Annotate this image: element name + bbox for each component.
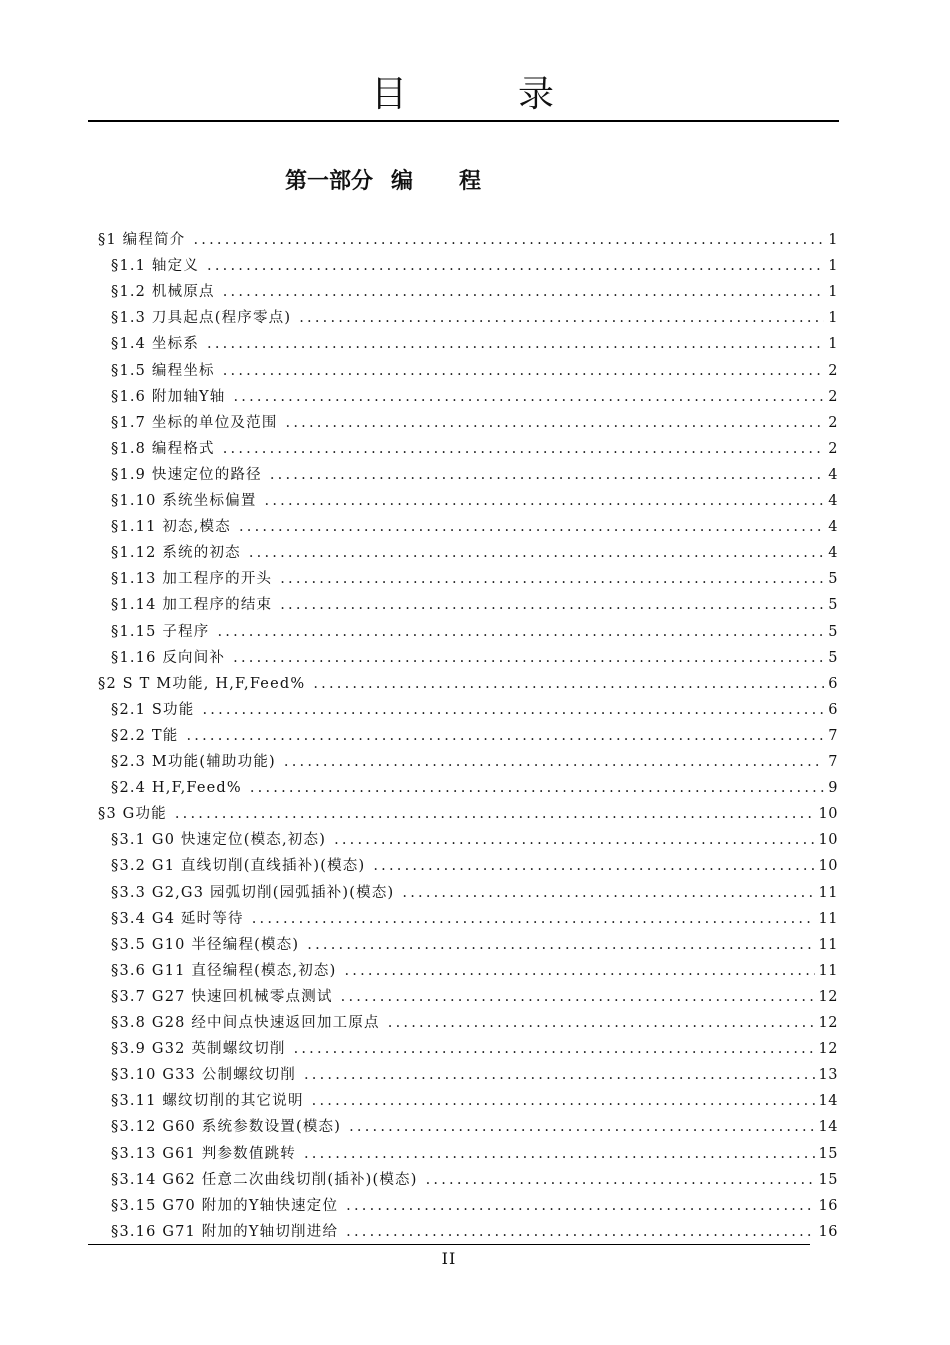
toc-entry-title: §3.12 G60 系统参数设置(模态) — [111, 1119, 342, 1136]
toc-entry[interactable] — [111, 1010, 838, 1036]
toc-leader-dots — [265, 488, 825, 514]
toc-entry-page: 10 — [818, 832, 838, 849]
part-heading — [0, 165, 766, 199]
toc-entry-title: §2.1 S功能 — [111, 701, 195, 718]
toc-leader-dots — [304, 1141, 815, 1167]
toc-leader-dots — [270, 462, 824, 488]
toc-entry-title: §1 编程简介 — [98, 232, 186, 248]
toc-entry[interactable] — [111, 880, 838, 906]
toc-entry[interactable] — [111, 358, 838, 384]
toc-entry[interactable] — [111, 932, 838, 958]
toc-entry-page: 6 — [828, 675, 838, 692]
toc-entry-page: 12 — [818, 988, 838, 1005]
toc-entry-title: §3.9 G32 英制螺纹切削 — [111, 1041, 286, 1058]
toc-entry-title: §1.8 编程格式 — [111, 440, 215, 457]
toc-entry[interactable] — [111, 1141, 838, 1167]
toc-entry[interactable] — [111, 827, 838, 853]
toc-entry[interactable] — [111, 619, 838, 645]
toc-entry[interactable] — [111, 540, 838, 566]
toc-entry-page: 12 — [818, 1015, 838, 1031]
toc-entry-page: 15 — [818, 1145, 838, 1162]
toc-entry-title: §1.11 初态,模态 — [111, 519, 231, 536]
toc-leader-dots — [217, 619, 824, 645]
toc-entry[interactable] — [111, 645, 838, 671]
toc-entry-title: §1.6 附加轴Y轴 — [111, 388, 226, 405]
toc-entry-page: 11 — [818, 936, 838, 953]
toc-entry-page: 9 — [828, 780, 838, 797]
footer-rule — [88, 1244, 810, 1245]
toc-entry-title: §1.16 反向间补 — [111, 649, 226, 666]
toc-entry[interactable] — [111, 1088, 838, 1114]
toc-entry-page: 1 — [828, 310, 838, 327]
toc-entry[interactable] — [111, 723, 838, 749]
toc-leader-dots — [284, 749, 824, 775]
toc-entry[interactable] — [111, 384, 838, 410]
toc-entry-page: 16 — [818, 1197, 838, 1214]
toc-entry-page: 14 — [818, 1093, 838, 1110]
toc-entry-title: §3 G功能 — [98, 806, 167, 823]
toc-entry-page: 2 — [828, 440, 838, 457]
toc-entry-page: 16 — [818, 1223, 838, 1240]
toc-entry[interactable] — [111, 984, 838, 1010]
toc-entry-title: §1.12 系统的初态 — [111, 545, 241, 562]
toc-entry-page: 1 — [828, 258, 838, 275]
toc-entry-page: 6 — [828, 701, 838, 718]
toc-entry[interactable] — [111, 906, 838, 932]
toc-leader-dots — [286, 410, 825, 436]
toc-entry-page: 7 — [828, 754, 838, 770]
toc-leader-dots — [239, 514, 824, 540]
toc-entry-title: §1.13 加工程序的开头 — [111, 571, 273, 588]
toc-entry[interactable] — [111, 697, 838, 723]
toc-entry-page: 5 — [828, 597, 838, 614]
toc-leader-dots — [388, 1010, 815, 1036]
toc-entry[interactable] — [111, 488, 838, 514]
toc-entry-page: 12 — [818, 1041, 838, 1058]
toc-entry-title: §3.5 G10 半径编程(模态) — [111, 936, 300, 953]
toc-leader-dots — [223, 436, 825, 462]
toc-entry[interactable] — [98, 227, 838, 253]
toc-entry-title: §1.15 子程序 — [111, 623, 210, 640]
toc-entry-page: 7 — [828, 727, 838, 744]
toc-leader-dots — [307, 932, 814, 958]
toc-leader-dots — [207, 331, 824, 357]
toc-entry[interactable] — [111, 410, 838, 436]
toc-entry-title: §2.4 H,F,Feed% — [111, 780, 242, 797]
toc-entry-title: §1.2 机械原点 — [111, 284, 215, 301]
toc-entry-page: 11 — [818, 962, 838, 979]
toc-entry-page: 11 — [818, 910, 838, 927]
title-char-left: 目 — [370, 74, 408, 115]
toc-entry-page: 1 — [828, 284, 838, 301]
toc-leader-dots — [223, 279, 825, 305]
toc-entry-title: §1.14 加工程序的结束 — [111, 597, 273, 614]
toc-entry-page: 1 — [828, 336, 838, 353]
toc-entry-page: 5 — [828, 649, 838, 666]
toc-leader-dots — [223, 358, 825, 384]
title-underline — [88, 120, 839, 122]
toc-entry-title: §3.16 G71 附加的Y轴切削进给 — [111, 1223, 339, 1240]
toc-entry-page: 1 — [828, 232, 838, 248]
toc-entry-title: §3.4 G4 延时等待 — [111, 910, 244, 927]
toc-leader-dots — [252, 906, 815, 932]
toc-entry[interactable] — [98, 801, 838, 827]
toc-entry[interactable] — [111, 592, 838, 618]
toc-entry-title: §3.7 G27 快速回机械零点测试 — [111, 988, 333, 1005]
toc-leader-dots — [426, 1167, 815, 1193]
toc-entry[interactable] — [111, 1193, 838, 1219]
toc-leader-dots — [334, 827, 814, 853]
toc-entry[interactable] — [111, 566, 838, 592]
toc-entry[interactable] — [111, 436, 838, 462]
toc-entry-title: §1.4 坐标系 — [111, 336, 200, 353]
toc-entry-page: 5 — [828, 571, 838, 588]
toc-entry-page: 10 — [818, 806, 838, 823]
toc-leader-dots — [312, 1088, 815, 1114]
toc-entry-page: 15 — [818, 1171, 838, 1188]
toc-entry[interactable] — [98, 671, 838, 697]
toc-leader-dots — [341, 984, 815, 1010]
toc-leader-dots — [249, 540, 824, 566]
toc-entry-title: §3.8 G28 经中间点快速返回加工原点 — [111, 1015, 380, 1031]
page-title — [88, 70, 838, 120]
toc-leader-dots — [280, 592, 824, 618]
toc-entry-title: §1.7 坐标的单位及范围 — [111, 414, 278, 431]
toc-entry-page: 4 — [828, 519, 838, 536]
toc-entry[interactable] — [111, 253, 838, 279]
toc-leader-dots — [234, 384, 825, 410]
toc-entry-title: §2 S T M功能, H,F,Feed% — [98, 675, 306, 692]
toc-entry-title: §1.10 系统坐标偏置 — [111, 493, 257, 509]
toc-leader-dots — [313, 671, 824, 697]
toc-entry-page: 11 — [818, 884, 838, 901]
toc-leader-dots — [280, 566, 824, 592]
toc-entry-title: §1.9 快速定位的路径 — [111, 466, 262, 483]
toc-entry-page: 10 — [818, 858, 838, 875]
toc-leader-dots — [346, 1193, 814, 1219]
toc-entry-title: §1.1 轴定义 — [111, 258, 200, 275]
toc-leader-dots — [193, 227, 824, 253]
toc-entry-title: §1.5 编程坐标 — [111, 362, 215, 379]
toc-entry-title: §3.14 G62 任意二次曲线切削(插补)(模态) — [111, 1171, 418, 1188]
toc-entry[interactable] — [111, 514, 838, 540]
toc-leader-dots — [233, 645, 824, 671]
toc-entry[interactable] — [111, 1036, 838, 1062]
toc-entry[interactable] — [111, 331, 838, 357]
toc-entry[interactable] — [111, 775, 838, 801]
toc-entry-page: 5 — [828, 623, 838, 640]
toc-leader-dots — [349, 1114, 814, 1140]
toc-entry-title: §3.3 G2,G3 园弧切削(园弧插补)(模态) — [111, 884, 395, 901]
toc-entry-page: 4 — [828, 545, 838, 562]
toc-entry-title: §3.11 螺纹切削的其它说明 — [111, 1093, 304, 1110]
toc-entry[interactable] — [111, 1219, 838, 1245]
title-char-right: 录 — [518, 74, 556, 115]
toc-leader-dots — [207, 253, 824, 279]
toc-entry-page: 14 — [818, 1119, 838, 1136]
toc-entry[interactable] — [111, 749, 838, 775]
toc-entry-page: 4 — [828, 493, 838, 509]
toc-entry[interactable] — [111, 1062, 838, 1088]
toc-leader-dots — [344, 958, 814, 984]
toc-leader-dots — [202, 697, 824, 723]
toc-entry-title: §2.2 T能 — [111, 727, 179, 744]
toc-leader-dots — [250, 775, 824, 801]
toc-leader-dots — [373, 853, 814, 879]
toc-leader-dots — [346, 1219, 814, 1245]
toc-leader-dots — [175, 801, 815, 827]
toc-entry[interactable] — [111, 853, 838, 879]
toc-entry-title: §1.3 刀具起点(程序零点) — [111, 310, 292, 327]
toc-entry[interactable] — [111, 1114, 838, 1140]
toc-entry-title: §3.15 G70 附加的Y轴快速定位 — [111, 1197, 339, 1214]
toc-entry-title: §3.2 G1 直线切削(直线插补)(模态) — [111, 858, 366, 875]
toc-entry-page: 13 — [818, 1067, 838, 1084]
toc-leader-dots — [304, 1062, 815, 1088]
toc-entry-page: 2 — [828, 414, 838, 431]
part-prefix: 第一部分 — [284, 169, 373, 194]
toc-entry[interactable] — [111, 279, 838, 305]
toc-entry-title: §2.3 M功能(辅助功能) — [111, 754, 276, 770]
toc-entry-page: 4 — [828, 466, 838, 483]
toc-entry-page: 2 — [828, 362, 838, 379]
toc-entry-title: §3.13 G61 判参数值跳转 — [111, 1145, 296, 1162]
toc-entry[interactable] — [111, 305, 838, 331]
toc-leader-dots — [299, 305, 824, 331]
toc-entry-title: §3.6 G11 直径编程(模态,初态) — [111, 962, 337, 979]
toc-entry[interactable] — [111, 1167, 838, 1193]
toc-entry-page: 2 — [828, 388, 838, 405]
toc-entry[interactable] — [111, 462, 838, 488]
toc-entry-title: §3.1 G0 快速定位(模态,初态) — [111, 832, 327, 849]
part-word-2: 程 — [459, 169, 482, 194]
footer-page-number: II — [441, 1249, 457, 1268]
toc-leader-dots — [187, 723, 825, 749]
toc-entry[interactable] — [111, 958, 838, 984]
toc-leader-dots — [402, 880, 814, 906]
part-word-1: 编 — [390, 169, 413, 194]
toc-leader-dots — [294, 1036, 815, 1062]
toc-entry-title: §3.10 G33 公制螺纹切削 — [111, 1067, 296, 1084]
